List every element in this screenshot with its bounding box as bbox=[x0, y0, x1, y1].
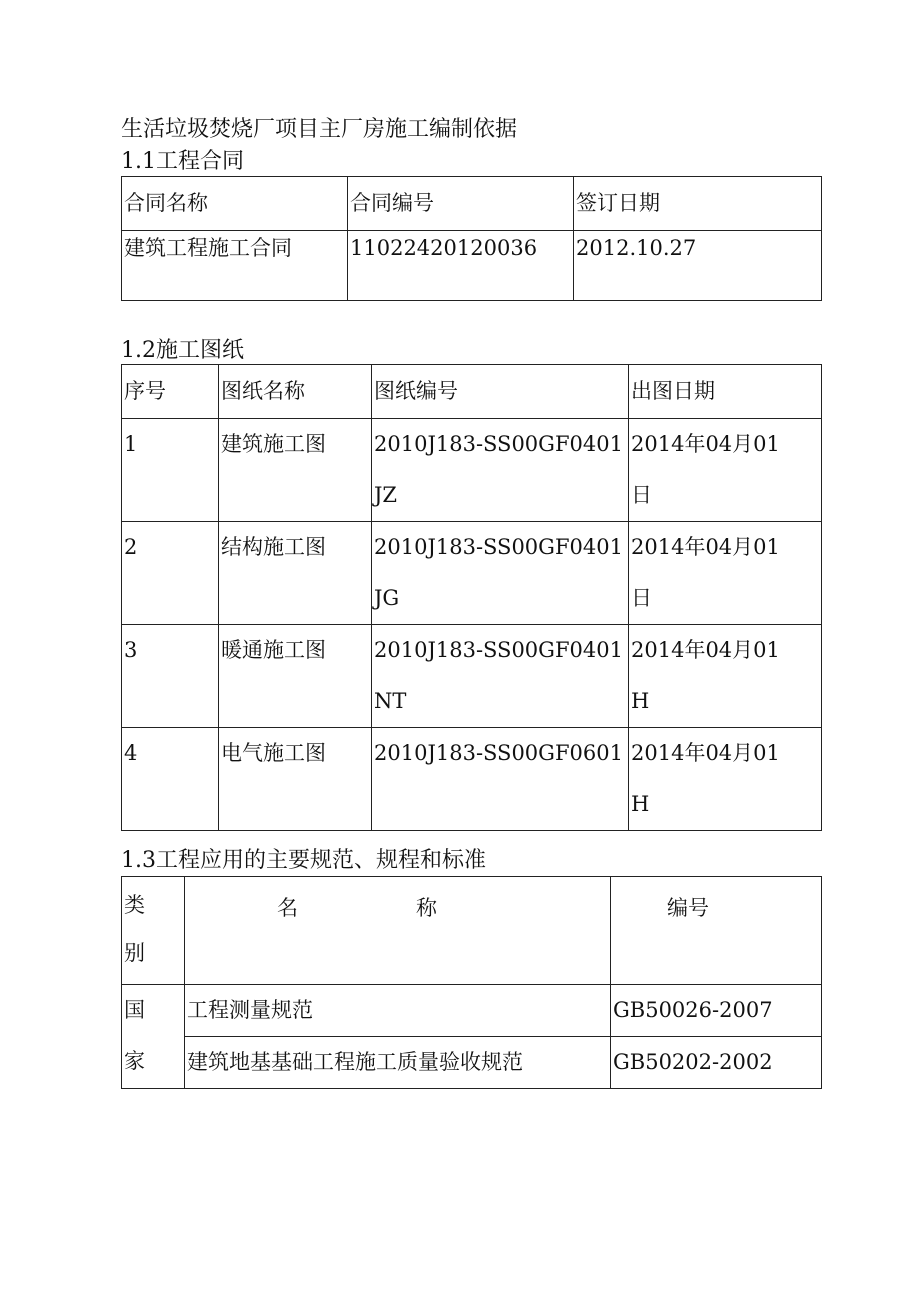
header-code-cell: 编号 bbox=[611, 877, 822, 985]
drawing-name-cell: 暖通施工图 bbox=[219, 625, 372, 728]
section-heading-drawings: 1.2施工图纸 bbox=[121, 338, 244, 363]
date-line: 2014年04月01 bbox=[631, 535, 780, 559]
standard-name-cell: 建筑地基基础工程施工质量验收规范 bbox=[185, 1037, 611, 1089]
code-line: JZ bbox=[374, 483, 398, 507]
header-cell: 图纸编号 bbox=[372, 365, 629, 419]
header-cell: 签订日期 bbox=[574, 177, 822, 231]
standard-name-cell: 工程测量规范 bbox=[185, 985, 611, 1037]
category-line: 国 bbox=[124, 998, 145, 1022]
drawing-name-cell: 建筑施工图 bbox=[219, 419, 372, 522]
standard-code-cell: GB50202-2002 bbox=[611, 1037, 822, 1089]
date-line: 日 bbox=[631, 586, 652, 610]
table-row bbox=[122, 419, 822, 522]
drawing-date-cell bbox=[629, 522, 822, 625]
table-row bbox=[122, 985, 822, 1037]
drawing-date-cell bbox=[629, 625, 822, 728]
header-category-line: 类 bbox=[124, 893, 145, 917]
date-line: 2014年04月01 bbox=[631, 638, 780, 662]
header-cell: 图纸名称 bbox=[219, 365, 372, 419]
category-cell bbox=[122, 985, 185, 1089]
table-header-row bbox=[122, 365, 822, 419]
code-line: JG bbox=[374, 586, 400, 610]
header-name-part: 称 bbox=[416, 896, 437, 920]
drawing-code-cell bbox=[372, 522, 629, 625]
contract-name-cell: 建筑工程施工合同 bbox=[122, 231, 348, 301]
header-name-cell bbox=[185, 877, 611, 985]
contract-date-cell: 2012.10.27 bbox=[574, 231, 822, 301]
date-line: 2014年04月01 bbox=[631, 741, 780, 765]
table-row bbox=[122, 728, 822, 831]
drawings-table bbox=[121, 364, 822, 831]
drawing-name-cell: 结构施工图 bbox=[219, 522, 372, 625]
header-name-part: 名 bbox=[277, 896, 298, 920]
table-header-row bbox=[122, 177, 822, 231]
drawing-code-cell bbox=[372, 728, 629, 831]
header-cell: 出图日期 bbox=[629, 365, 822, 419]
table-header-row bbox=[122, 877, 822, 985]
table-row bbox=[122, 522, 822, 625]
drawing-no-cell: 2 bbox=[122, 522, 219, 625]
code-line: 2010J183-SS00GF0401 bbox=[374, 432, 623, 456]
drawing-code-cell bbox=[372, 625, 629, 728]
header-cell: 合同编号 bbox=[348, 177, 574, 231]
category-line: 家 bbox=[124, 1049, 145, 1073]
drawing-no-cell: 1 bbox=[122, 419, 219, 522]
header-category-cell bbox=[122, 877, 185, 985]
date-line: H bbox=[631, 689, 650, 713]
drawing-no-cell: 4 bbox=[122, 728, 219, 831]
code-line: NT bbox=[374, 689, 407, 713]
document-title: 生活垃圾焚烧厂项目主厂房施工编制依据 bbox=[121, 117, 518, 142]
section-heading-contract: 1.1工程合同 bbox=[121, 149, 244, 174]
table-row bbox=[122, 625, 822, 728]
contract-number-cell: 11022420120036 bbox=[348, 231, 574, 301]
drawing-name-cell: 电气施工图 bbox=[219, 728, 372, 831]
table-row bbox=[122, 231, 822, 301]
code-line: 2010J183-SS00GF0401 bbox=[374, 638, 623, 662]
drawing-code-cell bbox=[372, 419, 629, 522]
code-line: 2010J183-SS00GF0401 bbox=[374, 535, 623, 559]
date-line: 2014年04月01 bbox=[631, 432, 780, 456]
standards-table bbox=[121, 876, 822, 1089]
section-heading-standards: 1.3工程应用的主要规范、规程和标准 bbox=[121, 848, 486, 873]
date-line: 日 bbox=[631, 483, 652, 507]
header-cell: 合同名称 bbox=[122, 177, 348, 231]
code-line: 2010J183-SS00GF0601 bbox=[374, 741, 623, 765]
header-category-line: 别 bbox=[124, 941, 145, 965]
header-cell: 序号 bbox=[122, 365, 219, 419]
drawing-date-cell bbox=[629, 419, 822, 522]
date-line: H bbox=[631, 792, 650, 816]
contract-table bbox=[121, 176, 822, 301]
table-row bbox=[122, 1037, 822, 1089]
standard-code-cell: GB50026-2007 bbox=[611, 985, 822, 1037]
drawing-no-cell: 3 bbox=[122, 625, 219, 728]
drawing-date-cell bbox=[629, 728, 822, 831]
